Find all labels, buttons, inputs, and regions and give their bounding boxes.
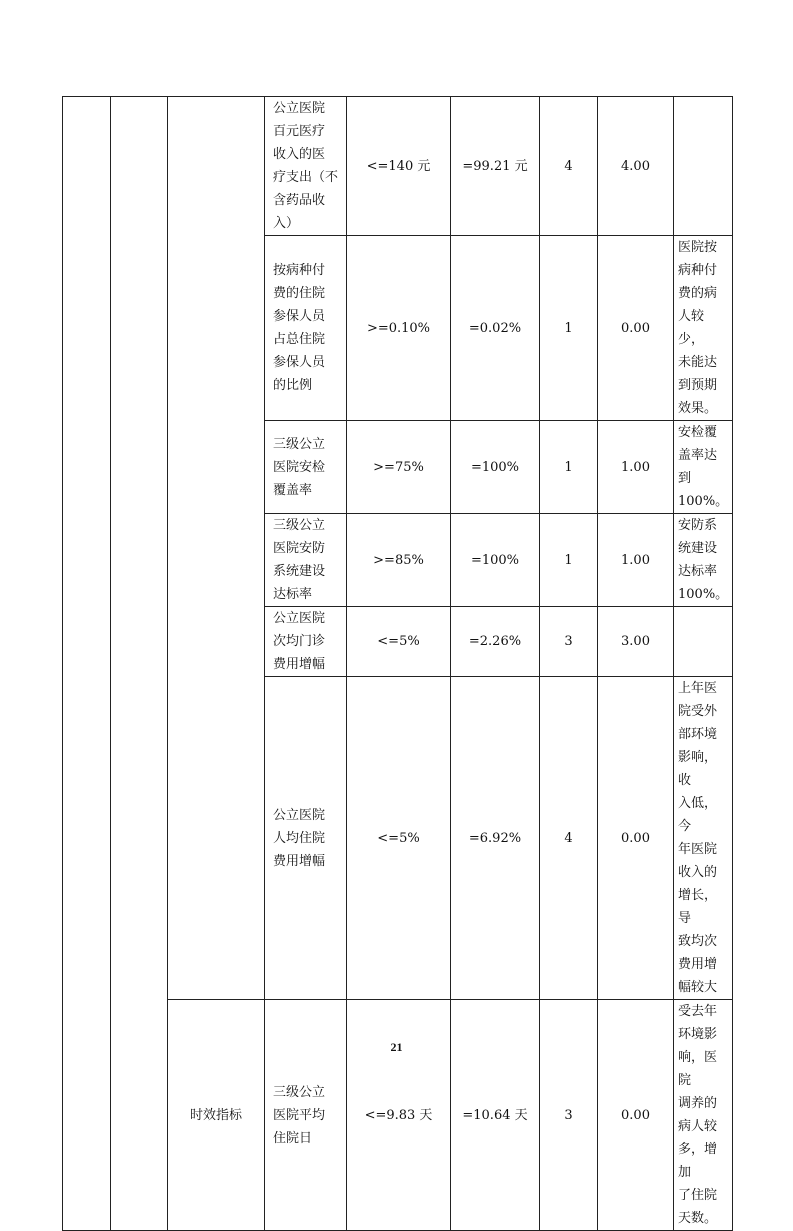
indicator-name: 三级公立 医院安检 覆盖率 [265,421,347,514]
level1-indicator-cell [63,97,111,1231]
page-number: 21 [390,1040,403,1054]
indicator-name: 三级公立 医院安防 系统建设 达标率 [265,514,347,607]
level3-category-cell [168,97,265,1000]
score-value: 4.00 [598,97,674,236]
actual-value: =10.64 天 [451,1000,540,1231]
deviation-note [674,97,733,236]
actual-value: =100% [451,514,540,607]
indicator-name: 公立医院 百元医疗 收入的医 疗支出（不 含药品收 入） [265,97,347,236]
level2-indicator-cell [111,97,168,1231]
actual-value: =99.21 元 [451,97,540,236]
target-value: <=5% [347,607,451,677]
score-value: 0.00 [598,236,674,421]
weight-value: 1 [540,421,598,514]
weight-value: 3 [540,607,598,677]
deviation-note [674,607,733,677]
deviation-note: 安防系 统建设 达标率 100%。 [674,514,733,607]
deviation-note: 安检覆 盖率达 到 100%。 [674,421,733,514]
score-value: 3.00 [598,607,674,677]
actual-value: =100% [451,421,540,514]
weight-value: 4 [540,97,598,236]
actual-value: =0.02% [451,236,540,421]
table-row [63,97,733,236]
target-value: >=0.10% [347,236,451,421]
actual-value: =2.26% [451,607,540,677]
weight-value: 1 [540,236,598,421]
actual-value: =6.92% [451,677,540,1000]
weight-value: 3 [540,1000,598,1231]
target-value: <=9.83 天 [347,1000,451,1231]
score-value: 0.00 [598,1000,674,1231]
timeliness-category-cell: 时效指标 [168,1000,265,1231]
score-value: 1.00 [598,514,674,607]
score-value: 0.00 [598,677,674,1000]
target-value: <=5% [347,677,451,1000]
indicator-name: 三级公立 医院平均 住院日 [265,1000,347,1231]
weight-value: 1 [540,514,598,607]
performance-indicator-table [62,96,733,1231]
deviation-note: 上年医 院受外 部环境 影响，收 入低，今 年医院 收入的 增长，导 致均次 费用增 幅较大 [674,677,733,1000]
weight-value: 4 [540,677,598,1000]
indicator-name: 公立医院 人均住院 费用增幅 [265,677,347,1000]
indicator-name: 公立医院 次均门诊 费用增幅 [265,607,347,677]
score-value: 1.00 [598,421,674,514]
target-value: <=140 元 [347,97,451,236]
target-value: >=85% [347,514,451,607]
deviation-note: 受去年 环境影 响，医院 调养的 病人较 多，增加 了住院 天数。 [674,1000,733,1231]
target-value: >=75% [347,421,451,514]
indicator-name: 按病种付 费的住院 参保人员 占总住院 参保人员 的比例 [265,236,347,421]
deviation-note: 医院按 病种付 费的病 人较少， 未能达 到预期 效果。 [674,236,733,421]
